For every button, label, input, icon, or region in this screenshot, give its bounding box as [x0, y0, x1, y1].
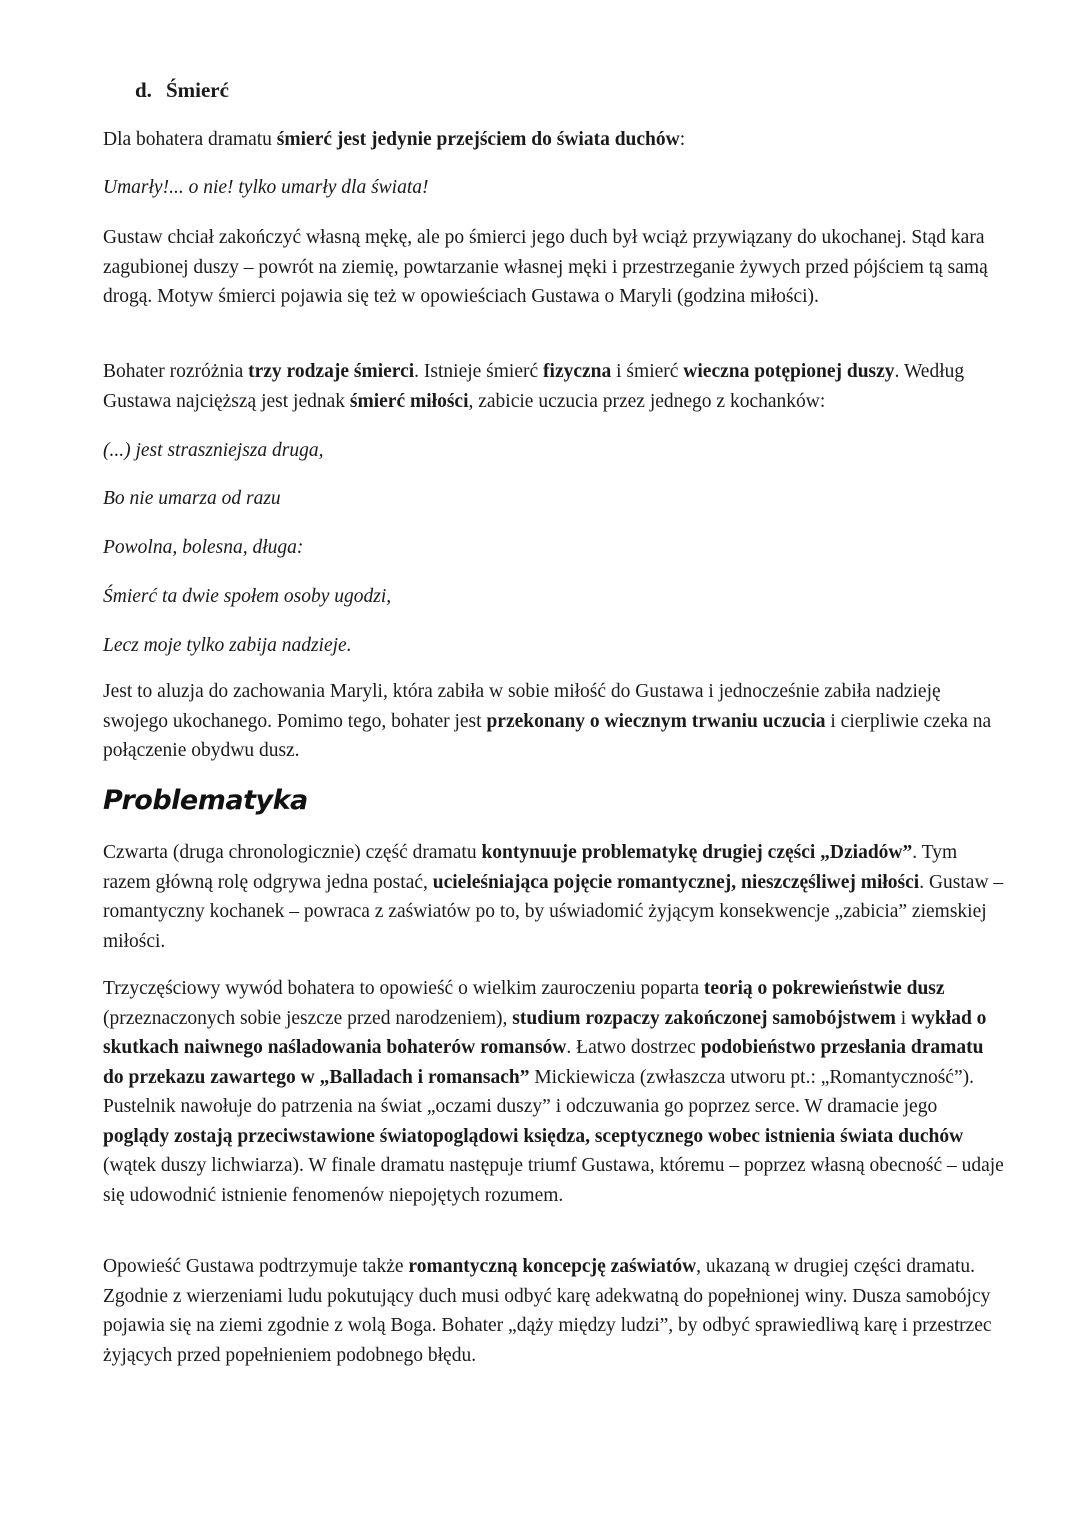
text-run: Mickiewicza (zwłaszcza utworu pt.: „Romantyczność”). Pustelnik nawołuje do patrzenia na świat „oczami duszy” i odczuwania go poprzez serce. W dramacie jego	[103, 1066, 974, 1117]
text-run: Jest to aluzja do zachowania Maryli, która zabiła w sobie miłość do Gustawa i jednocześnie zabiła nadzieję swojego ukochanego. Pomimo tego, bohater jest	[103, 681, 941, 732]
text-run: i cierpliwie czeka na połączenie obydwu dusz.	[103, 710, 992, 761]
text-run: i	[895, 1007, 912, 1029]
poem-line: Śmierć ta dwie społem osoby ugodzi,	[103, 586, 392, 607]
text-run: (przeznaczonych sobie jeszcze przed narodzeniem),	[103, 1007, 513, 1029]
text-run: Czwarta (druga chronologicznie) część dramatu	[103, 842, 482, 863]
text-run: , ukazaną w drugiej części dramatu. Zgodnie z wierzeniami ludu pokutujący duch musi odbyć karę adekwatną do popełnionej winy. Dusza samobójcy pojawia się na ziemi zgodnie z wolą Boga. Bohater „dąży między ludzi”, by odbyć sprawiedliwą karę i przestrzec żyjących przed popełnieniem podobnego błędu.	[103, 1256, 992, 1366]
poem-line: Bo nie umarza od razu	[103, 488, 281, 509]
paragraph-problematyka-3	[103, 1252, 1008, 1370]
bold-run: śmierć jest jedynie przejściem do świata duchów	[276, 129, 680, 150]
text-run: :	[679, 129, 686, 150]
bold-run: trzy rodzaje śmierci	[248, 361, 415, 382]
poem-line: Powolna, bolesna, długa:	[103, 537, 304, 558]
poem-line: Lecz moje tylko zabija nadzieje.	[103, 635, 352, 656]
text-run: Trzyczęściowy wywód bohatera to opowieść o wielkim zauroczeniu poparta	[103, 978, 704, 999]
text-run: . Łatwo dostrzec	[566, 1037, 701, 1058]
text-run: . Istnieje śmierć	[414, 361, 544, 382]
bold-run: wieczna potępionej duszy	[683, 361, 895, 382]
text-run: Opowieść Gustawa podtrzymuje także	[103, 1256, 409, 1277]
text-run: (wątek duszy lichwiarza). W finale dramatu następuje triumf Gustawa, któremu – poprzez własną obecność – udaje się udowodnić istnienie fenomenów niepojętych rozumem.	[103, 1155, 1004, 1206]
text-run: , zabicie uczucia przez jednego z kochanków:	[468, 390, 826, 412]
text-run: . Tym razem główną rolę odgrywa jedna postać,	[103, 842, 958, 893]
section-title-problematyka: Problematyka	[103, 785, 308, 816]
paragraph-problematyka-2	[103, 974, 1008, 1210]
bold-run: kontynuuje problematykę drugiej części „Dziadów”	[481, 842, 913, 863]
bold-run: teorią o pokrewieństwie dusz	[703, 978, 945, 999]
paragraph-allusion	[103, 677, 1008, 766]
section-heading-death	[135, 74, 229, 106]
bold-run: wykład o skutkach naiwnego naśladowania bohaterów romansów	[103, 1007, 987, 1058]
bold-run: poglądy zostają przeciwstawione światopoglądowi księdza, sceptycznego wobec istnienia świata duchów	[103, 1125, 964, 1147]
paragraph-three-deaths	[103, 357, 1008, 416]
heading-letter: d.	[135, 78, 152, 102]
bold-run: śmierć miłości	[349, 390, 469, 412]
text-run: . Według Gustawa najcięższą jest jednak	[103, 361, 965, 412]
bold-run: przekonany o wiecznym trwaniu uczucia	[486, 710, 826, 732]
paragraph-gustaw-death: Gustaw chciał zakończyć własną mękę, ale po śmierci jego duch był wciąż przywiązany do ukochanej. Stąd kara zagubionej duszy – powrót na ziemię, powtarzanie własnej męki i przestrzeganie żywych przed pójściem tą samą drogą. Motyw śmierci pojawia się też w opowieściach Gustawa o Maryli (godzina miłości).	[103, 227, 988, 307]
bold-run: ucieleśniająca pojęcie romantycznej, nieszczęśliwej miłości	[432, 871, 920, 893]
text-run: Dla bohatera dramatu	[103, 129, 277, 150]
heading-title: Śmierć	[165, 78, 229, 102]
paragraph-problematyka-1	[103, 838, 1008, 956]
bold-run: studium rozpaczy zakończonej samobójstwem	[512, 1007, 896, 1029]
bold-run: romantyczną koncepcję zaświatów	[408, 1256, 697, 1277]
text-run: i śmierć	[611, 361, 684, 382]
text-run: . Gustaw – romantyczny kochanek – powraca z zaświatów po to, by uświadomić żyjącym konsekwencje „zabicia” ziemskiej miłości.	[103, 871, 1004, 952]
bold-run: podobieństwo przesłania dramatu do przekazu zawartego w „Balladach i romansach”	[103, 1037, 984, 1088]
paragraph-intro	[103, 125, 1008, 155]
quote-line: Umarły!... o nie! tylko umarły dla świata!	[103, 177, 429, 198]
poem-line: (...) jest straszniejsza druga,	[103, 440, 324, 461]
bold-run: fizyczna	[543, 361, 612, 382]
text-run: Bohater rozróżnia	[103, 361, 249, 382]
